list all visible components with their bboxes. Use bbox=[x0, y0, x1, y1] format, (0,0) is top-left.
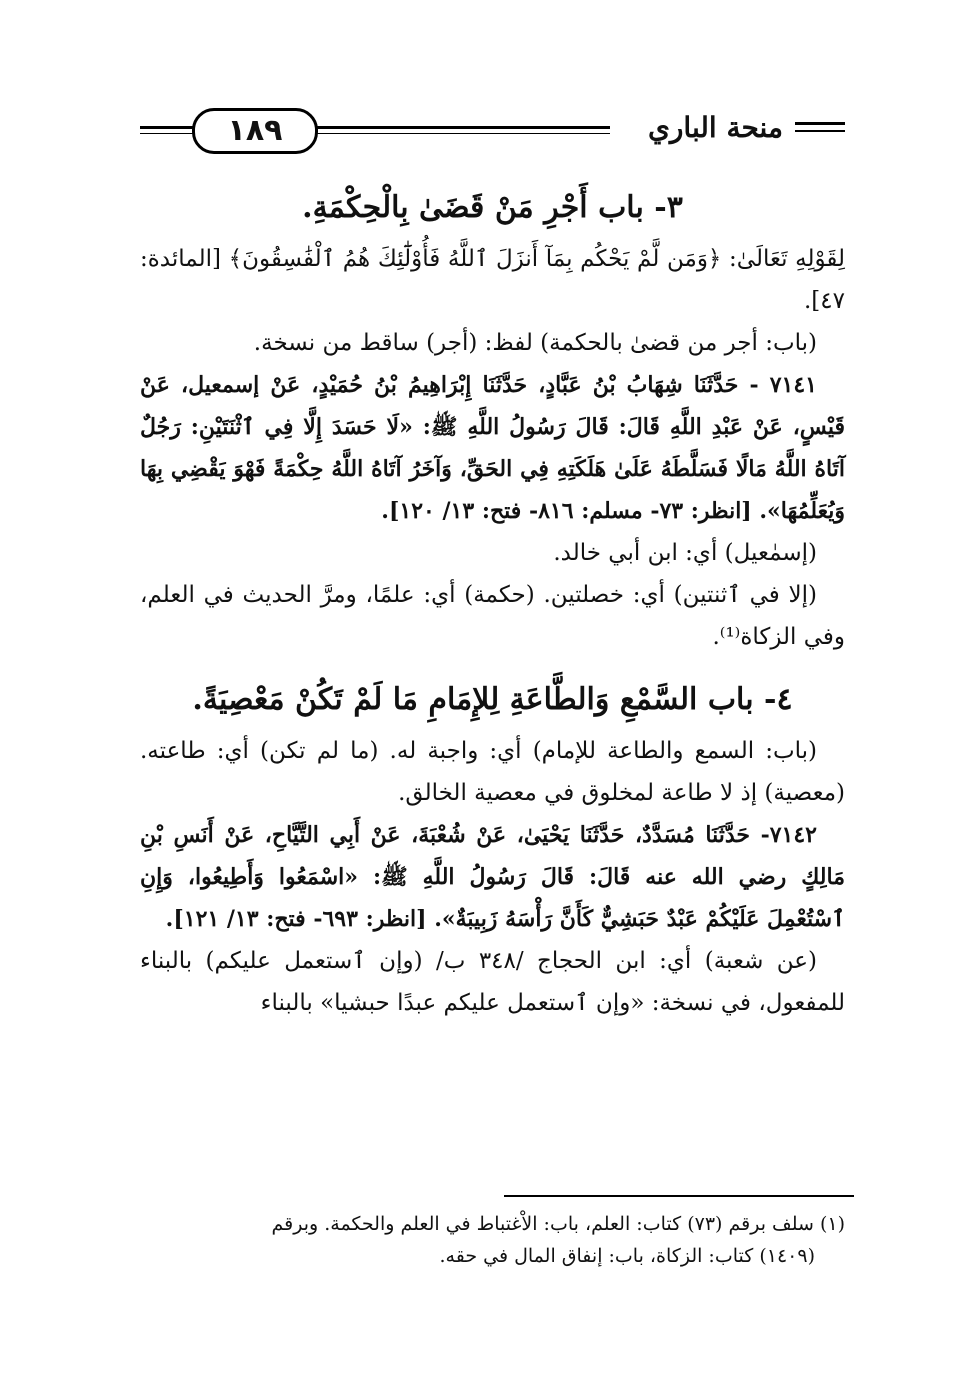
main-text bbox=[140, 178, 845, 1024]
commentary-paragraph: (إلا في ٱثنتين) أي: خصلتين. (حكمة) أي: علمًا، ومرَّ الحديث في العلم، وفي الزكاة⁽¹⁾. bbox=[140, 582, 845, 650]
footnote-line: (١٤٠٩) كتاب: الزكاة، باب: إنفاق المال في حقه. bbox=[439, 1245, 815, 1267]
footnote bbox=[140, 1208, 845, 1272]
chapter-heading-3: ٣- باب أَجْرِ مَنْ قَضَىٰ بِالْحِكْمَةِ. bbox=[302, 190, 683, 225]
commentary-paragraph: (باب: السمع والطاعة للإمام) أي: واجبة له. (ما لم تكن) أي: طاعته. (معصية) إذ لا طاعة لمخلوق في معصية الخالق. bbox=[140, 738, 845, 806]
commentary-paragraph: (عن شعبة) أي: ابن الحجاج /٣٤٨ ب/ (وإن ٱستعمل عليكم) بالبناء للمفعول، في نسخة: «وإن ٱستعمل عليكم عبدًا حبشيا» بالبناء bbox=[140, 948, 845, 1016]
header-rule-right bbox=[795, 122, 845, 125]
verse-citation: لِقَوْلِهِ تَعَالَىٰ: ﴿وَمَن لَّمْ يَحْكُم بِمَآ أَنزَلَ ٱللَّهُ فَأُوْلَٰٓئِكَ هُمُ ٱلْفَٰسِقُونَ﴾ [المائدة: ٤٧]. bbox=[140, 246, 845, 314]
book-title: منحة الباري bbox=[647, 111, 783, 144]
chapter-heading-4: ٤- باب السَّمْعِ وَالطَّاعَةِ لِلإِمَامِ مَا لَمْ تَكُنْ مَعْصِيَةً. bbox=[192, 682, 793, 717]
page-number: ١٨٩ bbox=[192, 108, 318, 154]
hadith-7141: ٧١٤١ - حَدَّثَنَا شِهَابُ بْنُ عَبَّادٍ، حَدَّثَنَا إِبْرَاهِيمُ بْنُ حُمَيْدٍ، عَنْ إسمعيل، عَنْ قَيْسٍ، عَنْ عَبْدِ اللَّهِ قَالَ: قَالَ رَسُولُ اللَّهِ ﷺ: «لَا حَسَدَ إِلَّا فِي ٱثْنَتَيْنِ: رَجُلٌ آتَاهُ اللَّهُ مَالًا فَسَلَّطَهُ عَلَىٰ هَلَكَتِهِ فِي الحَقِّ، وَآخَرُ آتَاهُ اللَّهُ حِكْمَةً فَهْوَ يَقْضِي بِهَا وَيُعَلِّمُهَا». [انظر: ٧٣- مسلم: ٨١٦- فتح: ١٣/ ١٢٠]. bbox=[140, 372, 845, 524]
header-rule-right-thin bbox=[795, 130, 845, 132]
footnote-rule bbox=[504, 1195, 854, 1197]
hadith-7142: ٧١٤٢- حَدَّثَنَا مُسَدَّدٌ، حَدَّثَنَا يَحْيَىٰ، عَنْ شُعْبَةَ، عَنْ أَبِي التَّيَّاحِ، عَنْ أَنَسِ بْنِ مَالِكٍ رضي الله عنه قَالَ: قَالَ رَسُولُ اللَّهِ ﷺ: «اسْمَعُوا وَأَطِيعُوا، وَإِنِ ٱسْتُعْمِلَ عَلَيْكُمْ عَبْدٌ حَبَشِيٌّ كَأَنَّ رَأْسَهُ زَبِيبَةٌ». [انظر: ٦٩٣- فتح: ١٣/ ١٢١]. bbox=[140, 822, 845, 932]
page-header bbox=[140, 100, 845, 160]
commentary-paragraph: (باب: أجر من قضىٰ بالحكمة) لفظ: (أجر) ساقط من نسخة. bbox=[253, 330, 817, 356]
commentary-paragraph: (إسمٰعيل) أي: ابن أبي خالد. bbox=[553, 540, 817, 566]
footnote-line: (١) سلف برقم (٧٣) كتاب: العلم، باب: الاْغتباط في العلم والحكمة. وبرقم bbox=[271, 1213, 845, 1235]
